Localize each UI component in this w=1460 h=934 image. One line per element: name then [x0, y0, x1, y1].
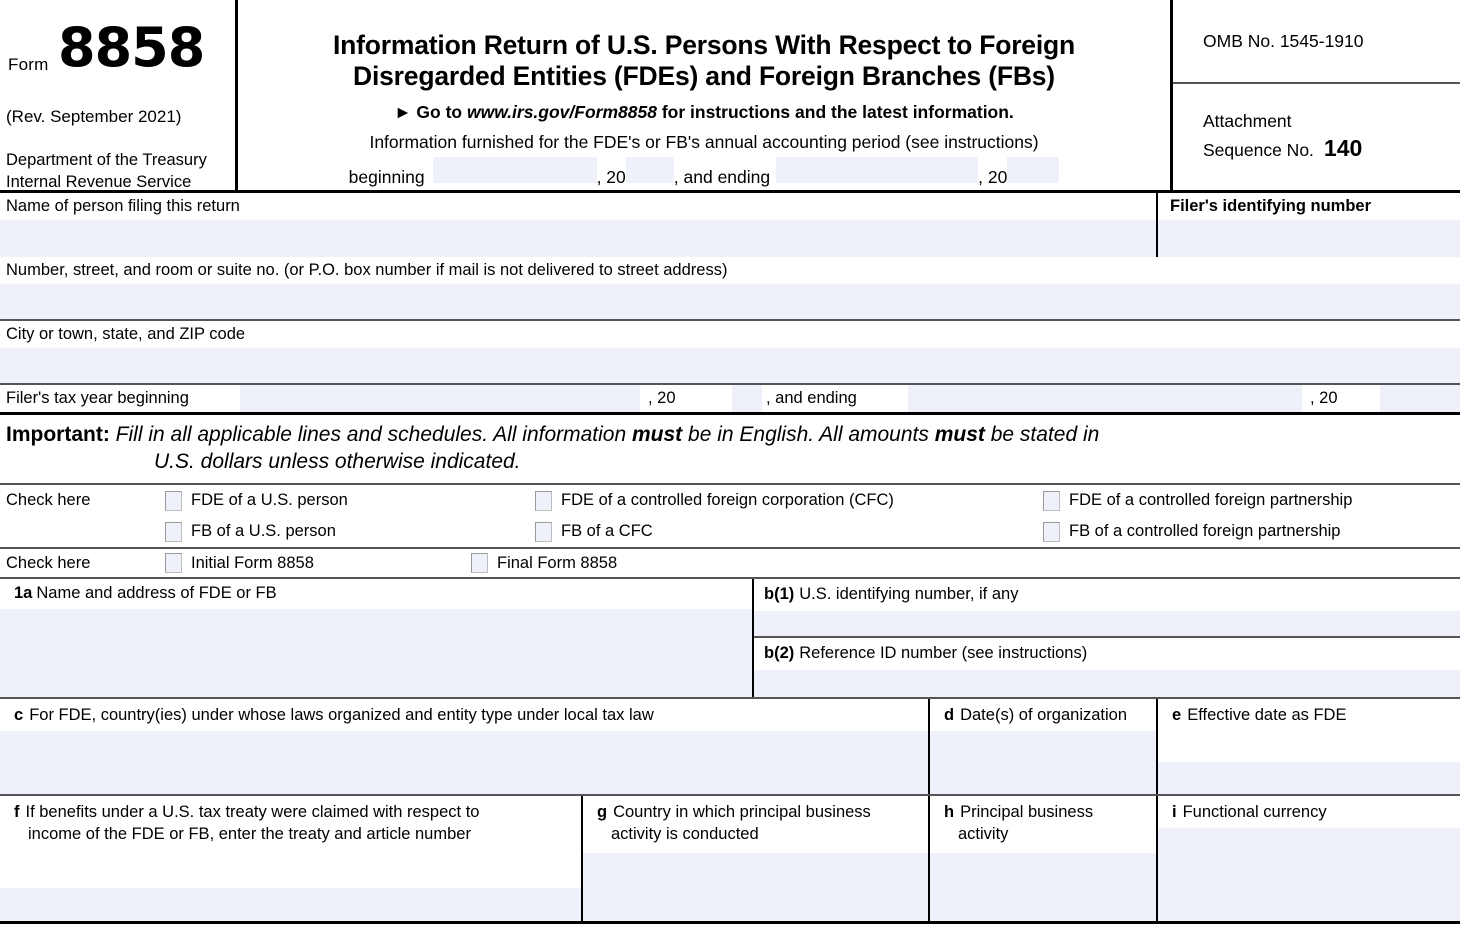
date-of-organization-label — [930, 699, 1156, 726]
goto-instructions-line — [238, 102, 1170, 123]
reference-id-number-cell — [754, 638, 1460, 697]
important-label: Important: — [6, 423, 110, 446]
effective-date-fde-cell — [1158, 699, 1460, 794]
form-title-block — [238, 0, 1170, 190]
us-identifying-number-cell — [754, 579, 1460, 638]
checkbox-fb-cfc[interactable] — [535, 522, 1043, 542]
us-identifying-number-input[interactable] — [754, 611, 1460, 636]
street-address-label: Number, street, and room or suite no. (or P.O. box number if mail is not delivered to street address) — [6, 261, 728, 279]
department-line-2: Internal Revenue Service — [6, 172, 192, 191]
line-1-fghi-row — [0, 796, 1460, 924]
important-text-part-2: be in English. All amounts — [682, 423, 935, 446]
fde-name-address-input[interactable] — [0, 609, 752, 697]
beginning-label: beginning — [348, 167, 425, 187]
line-1a-block — [0, 579, 1460, 699]
period-beginning-comma20: , 20 — [596, 167, 626, 187]
country-organized-label — [0, 699, 928, 726]
checkbox-icon[interactable] — [165, 491, 182, 511]
form-header — [0, 0, 1460, 193]
street-address-input[interactable] — [0, 284, 1460, 319]
goto-prefix: Go to — [416, 102, 463, 122]
checkbox-label: FB of a U.S. person — [191, 522, 336, 541]
line-1-cde-row — [0, 699, 1460, 796]
line-i-letter: i — [1172, 803, 1177, 822]
functional-currency-cell — [1158, 796, 1460, 921]
department-line-1: Department of the Treasury — [6, 151, 207, 169]
name-and-filer-id-row — [0, 193, 1460, 257]
filer-tax-year-row — [0, 385, 1460, 415]
city-state-zip-row — [0, 321, 1460, 385]
name-of-filer-label: Name of person filing this return — [6, 197, 240, 215]
important-notice — [0, 415, 1460, 485]
period-ending-year-input[interactable] — [1007, 157, 1059, 183]
functional-currency-label — [1158, 796, 1460, 824]
important-must-1: must — [632, 423, 683, 446]
business-country-cell — [583, 796, 930, 921]
entity-type-check-block — [0, 485, 1460, 549]
line-g-text-1: Country in which principal business — [613, 803, 871, 822]
line-b1-letter: b(1) — [764, 585, 795, 604]
line-1a-letter: 1a — [14, 584, 33, 603]
filer-tax-year-ending-year-input[interactable] — [1380, 385, 1460, 412]
treaty-benefits-label — [0, 796, 581, 846]
checkbox-fb-us-person[interactable] — [165, 522, 535, 542]
line-f-text-2: income of the FDE or FB, enter the treaty and article number — [28, 825, 471, 844]
checkbox-icon[interactable] — [165, 553, 182, 573]
important-must-2: must — [934, 423, 985, 446]
checkbox-label: FDE of a U.S. person — [191, 491, 348, 510]
functional-currency-input[interactable] — [1158, 828, 1460, 921]
checkbox-label: FB of a controlled foreign partnership — [1069, 522, 1341, 541]
filer-tax-year-label: Filer's tax year beginning — [6, 389, 189, 407]
accounting-period-note: Information furnished for the FDE's or FB's annual accounting period (see instructions) — [369, 132, 1039, 152]
checkbox-label: Initial Form 8858 — [191, 553, 314, 572]
checkbox-fb-foreign-partnership[interactable] — [1043, 522, 1460, 542]
form-word-label: Form — [8, 55, 49, 74]
right-triangle-icon: ► — [394, 102, 412, 122]
reference-id-number-input[interactable] — [754, 670, 1460, 697]
line-b2-letter: b(2) — [764, 644, 795, 663]
checkbox-icon[interactable] — [1043, 491, 1060, 511]
checkbox-label: Final Form 8858 — [497, 553, 618, 572]
line-i-text: Functional currency — [1182, 803, 1327, 822]
form-number: 8858 — [58, 16, 205, 79]
principal-business-activity-cell — [930, 796, 1158, 921]
filer-tax-year-beginning-year-input[interactable] — [732, 385, 762, 412]
line-d-text: Date(s) of organization — [960, 706, 1128, 725]
date-of-organization-cell — [930, 699, 1158, 794]
filer-tax-year-beginning-input[interactable] — [240, 385, 640, 412]
business-country-label — [583, 796, 928, 846]
attachment-sequence-number: 140 — [1323, 135, 1363, 162]
filer-tax-year-ending-comma20: , 20 — [1310, 389, 1338, 407]
important-text-part-3: be stated in — [984, 423, 1100, 446]
checkbox-label: FDE of a controlled foreign corporation (CFC) — [561, 491, 894, 510]
line-b1-text: U.S. identifying number, if any — [799, 585, 1019, 604]
attachment-label-line-2: Sequence No. — [1203, 140, 1314, 161]
checkbox-label: FDE of a controlled foreign partnership — [1069, 491, 1353, 510]
check-here-label-form-status: Check here — [6, 553, 91, 572]
line-h-letter: h — [944, 803, 955, 822]
checkbox-fde-cfc[interactable] — [535, 491, 1043, 511]
irs-url-link[interactable]: www.irs.gov/Form8858 — [466, 102, 657, 122]
city-state-zip-label: City or town, state, and ZIP code — [6, 325, 246, 343]
filer-id-cell — [1158, 193, 1460, 257]
entity-type-row-1 — [0, 485, 1460, 516]
entity-type-row-2 — [0, 516, 1460, 547]
reference-id-number-label — [754, 638, 1460, 663]
line-g-letter: g — [597, 803, 608, 822]
fde-name-address-label — [0, 579, 752, 603]
country-organized-cell — [0, 699, 930, 794]
line-c-text: For FDE, country(ies) under whose laws organized and entity type under local tax law — [29, 706, 654, 725]
line-1a-text: Name and address of FDE or FB — [36, 584, 277, 603]
line-e-letter: e — [1172, 706, 1182, 725]
checkbox-icon[interactable] — [471, 553, 488, 573]
treaty-benefits-cell — [0, 796, 583, 921]
filer-tax-year-ending-input[interactable] — [908, 385, 1302, 412]
accounting-period-row — [238, 157, 1170, 188]
us-identifying-number-label — [754, 579, 1460, 604]
checkbox-icon[interactable] — [165, 522, 182, 542]
checkbox-icon[interactable] — [535, 522, 552, 542]
principal-business-activity-label — [930, 796, 1156, 846]
principal-business-activity-input[interactable] — [930, 853, 1156, 921]
important-text-part-1: Fill in all applicable lines and schedules. All information — [115, 423, 632, 446]
date-of-organization-input[interactable] — [930, 731, 1156, 794]
name-of-filer-input[interactable] — [0, 220, 1156, 257]
treaty-benefits-input[interactable] — [0, 888, 581, 921]
checkbox-icon[interactable] — [535, 491, 552, 511]
identifying-numbers-column — [754, 579, 1460, 697]
form-title-line-2: Disregarded Entities (FDEs) and Foreign Branches (FBs) — [353, 61, 1055, 91]
form-status-check-row — [0, 549, 1460, 579]
period-beginning-year-input[interactable] — [626, 157, 674, 183]
checkbox-final-form[interactable] — [471, 553, 1460, 573]
period-beginning-input[interactable] — [433, 157, 597, 183]
line-h-text-1: Principal business — [960, 803, 1094, 822]
checkbox-fde-foreign-partnership[interactable] — [1043, 491, 1460, 511]
line-d-letter: d — [944, 706, 955, 725]
period-ending-comma20: , 20 — [978, 167, 1008, 187]
effective-date-fde-label — [1158, 699, 1460, 726]
checkbox-label: FB of a CFC — [561, 522, 653, 541]
business-country-input[interactable] — [583, 853, 928, 921]
checkbox-initial-form[interactable] — [165, 553, 471, 573]
fde-name-address-cell — [0, 579, 754, 697]
attachment-label-line-1: Attachment — [1203, 110, 1292, 131]
period-and-ending-label: , and ending — [673, 167, 771, 187]
line-h-text-2: activity — [958, 825, 1009, 844]
line-f-letter: f — [14, 803, 20, 822]
line-b2-text: Reference ID number (see instructions) — [799, 644, 1088, 663]
line-g-text-2: activity is conducted — [611, 825, 759, 844]
omb-attachment-block — [1170, 0, 1460, 190]
line-e-text: Effective date as FDE — [1187, 706, 1347, 725]
checkbox-icon[interactable] — [1043, 522, 1060, 542]
important-line-2: U.S. dollars unless otherwise indicated. — [154, 449, 521, 473]
goto-suffix: for instructions and the latest information. — [661, 102, 1014, 122]
name-of-filer-cell — [0, 193, 1158, 257]
country-organized-input[interactable] — [0, 731, 928, 794]
department-block — [6, 150, 207, 194]
filer-id-label: Filer's identifying number — [1170, 197, 1372, 215]
checkbox-fde-us-person[interactable] — [165, 491, 535, 511]
important-body — [116, 423, 1100, 446]
filer-tax-year-beginning-comma20: , 20 — [648, 389, 676, 407]
line-f-text-1: If benefits under a U.S. tax treaty were claimed with respect to — [25, 803, 480, 822]
check-here-label-entity: Check here — [6, 491, 91, 510]
form-title-line-1: Information Return of U.S. Persons With Respect to Foreign — [333, 30, 1075, 60]
form-identity-block — [0, 0, 238, 190]
attachment-sequence-block — [1173, 84, 1460, 190]
period-ending-input[interactable] — [776, 157, 978, 183]
city-state-zip-input[interactable] — [0, 348, 1460, 383]
form-revision-date: (Rev. September 2021) — [6, 107, 182, 126]
omb-number: OMB No. 1545-1910 — [1173, 0, 1460, 84]
line-c-letter: c — [14, 706, 24, 725]
effective-date-fde-input[interactable] — [1158, 762, 1460, 794]
street-address-row — [0, 257, 1460, 321]
filer-tax-year-and-ending-label: , and ending — [766, 389, 857, 407]
filer-id-input[interactable] — [1158, 220, 1460, 257]
